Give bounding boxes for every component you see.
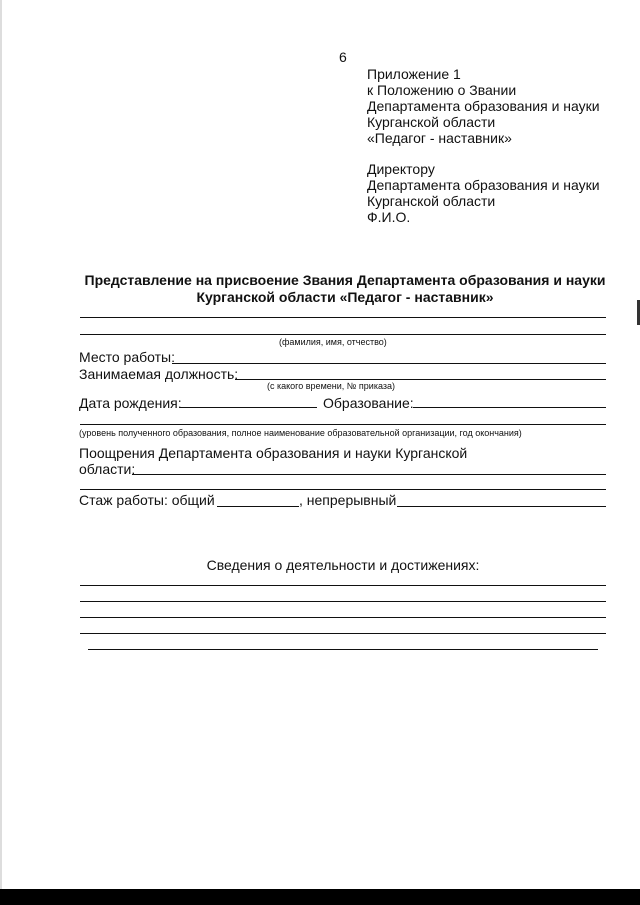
awards-label-line1: Поощрения Департамента образования и науки Курганской: [79, 445, 468, 461]
activity-line[interactable]: [80, 633, 606, 634]
document-title-line1: Представление на присвоение Звания Департамента образования и науки: [84, 272, 606, 288]
document-title-line2: Курганской области «Педагог - наставник»: [196, 289, 494, 305]
position-label: Занимаемая должность:: [79, 366, 239, 382]
activity-line[interactable]: [80, 601, 606, 602]
page-number: 6: [339, 49, 347, 65]
education-label: Образование:: [323, 395, 414, 411]
experience-total-field[interactable]: [217, 506, 299, 507]
workplace-field[interactable]: [172, 363, 606, 364]
education-caption: (уровень полученного образования, полное наименование образовательной организации, год окончания): [79, 428, 522, 438]
addressee-line: Курганской области: [367, 193, 496, 209]
addressee-line: Директору: [367, 161, 435, 177]
scan-left-edge: [0, 0, 2, 905]
addressee-line: Департамента образования и науки: [367, 177, 600, 193]
education-field[interactable]: [413, 407, 606, 408]
addressee-block: [367, 161, 600, 225]
activity-line[interactable]: [80, 617, 606, 618]
birthdate-label: Дата рождения:: [79, 395, 182, 411]
appendix-line: к Положению о Звании: [367, 82, 517, 98]
addressee-line: Ф.И.О.: [367, 209, 411, 225]
appendix-line: «Педагог - наставник»: [367, 130, 512, 146]
appendix-line: Курганской области: [367, 114, 496, 130]
experience-continuous-field[interactable]: [397, 506, 606, 507]
appendix-line: Приложение 1: [367, 66, 461, 82]
fio-line-1[interactable]: [80, 317, 606, 318]
fio-line-2[interactable]: [80, 334, 606, 335]
activity-heading: Сведения о деятельности и достижениях:: [206, 557, 480, 573]
appendix-block: [367, 66, 600, 146]
appendix-line: Департамента образования и науки: [367, 98, 600, 114]
fio-caption: (фамилия, имя, отчество): [279, 337, 387, 347]
birthdate-field[interactable]: [180, 407, 317, 408]
education-field-line-2[interactable]: [80, 424, 606, 425]
position-field[interactable]: [235, 379, 606, 380]
scan-bottom-band: [0, 889, 640, 905]
awards-label-line2: области:: [79, 461, 136, 477]
position-caption: (с какого времени, № приказа): [267, 381, 395, 391]
activity-line[interactable]: [88, 649, 598, 650]
workplace-label: Место работы:: [79, 349, 175, 365]
experience-continuous-label: , непрерывный: [299, 492, 397, 508]
awards-field[interactable]: [132, 474, 606, 475]
activity-line[interactable]: [80, 585, 606, 586]
experience-total-label: Стаж работы: общий: [79, 492, 215, 508]
awards-field-line-2[interactable]: [80, 489, 606, 490]
